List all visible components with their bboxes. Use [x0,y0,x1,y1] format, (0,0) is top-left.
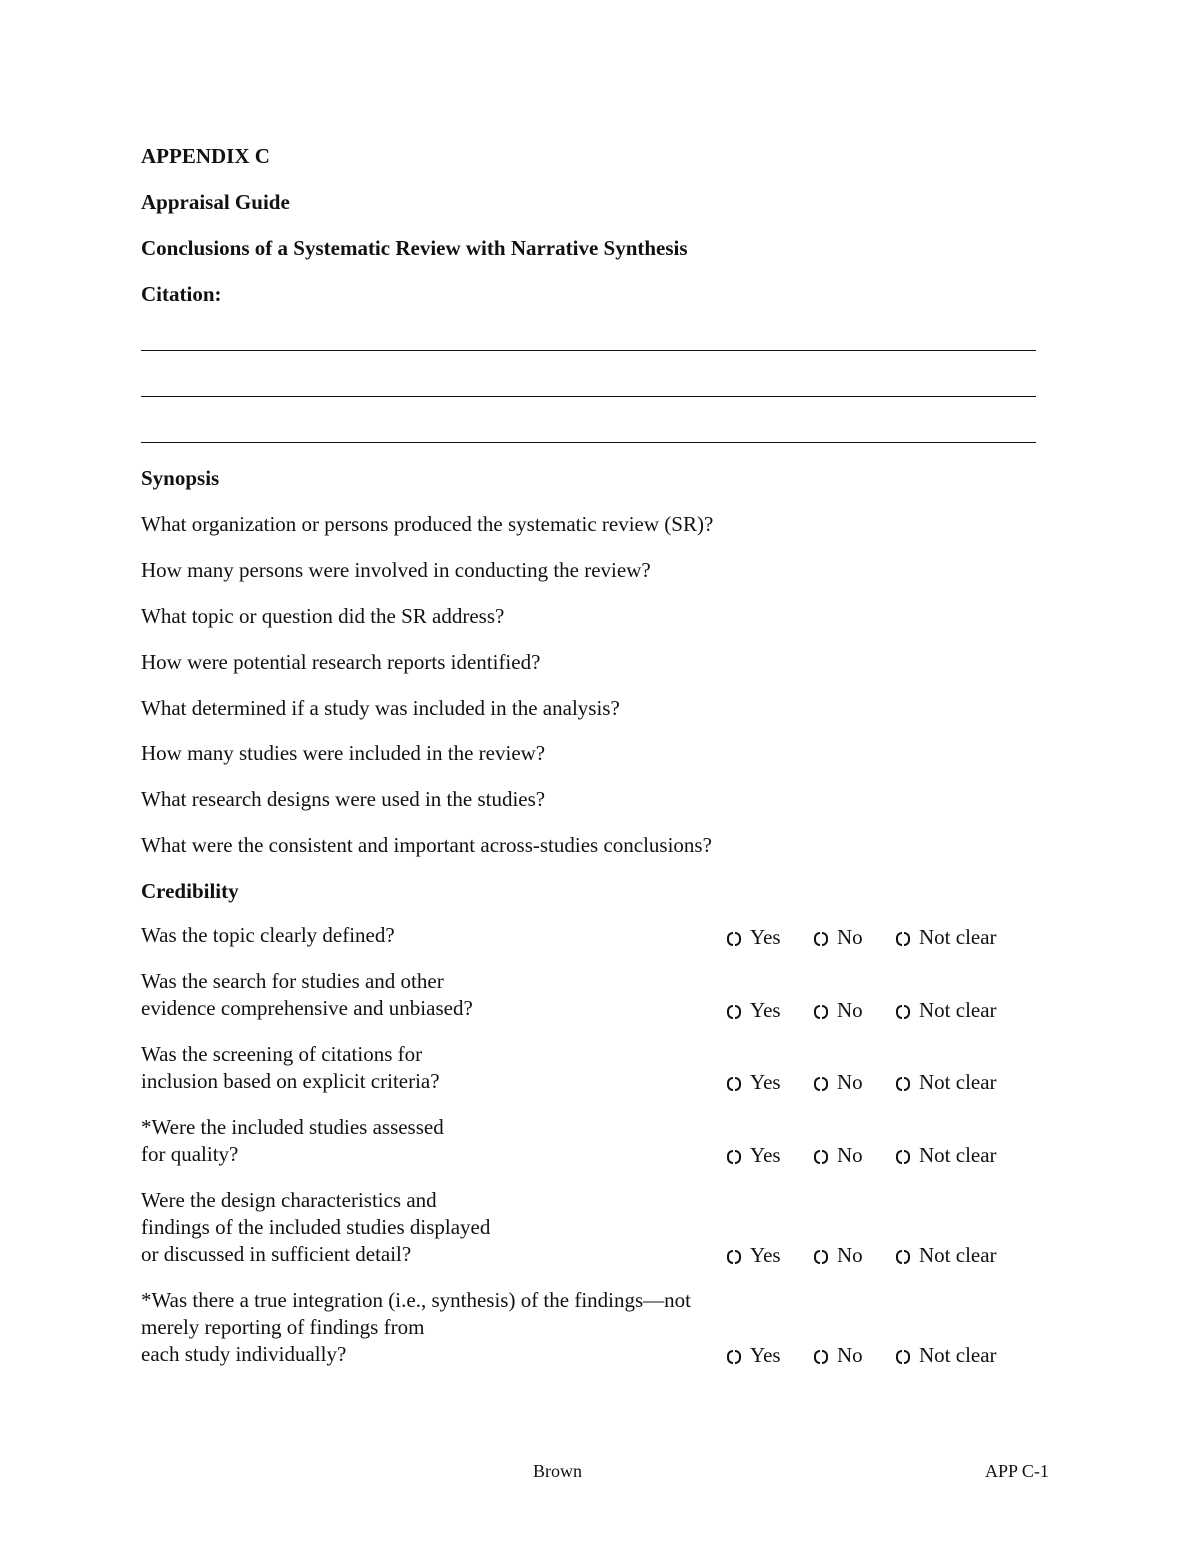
option-yes[interactable] [727,998,781,1023]
option-no[interactable] [814,1243,863,1268]
option-not-clear[interactable] [896,998,997,1023]
radio-icon[interactable] [727,1247,741,1265]
credibility-question [141,1041,440,1095]
citation-line-2[interactable] [141,396,1036,397]
option-not-clear[interactable] [896,925,997,950]
option-yes[interactable] [727,1343,781,1368]
question-line: or discussed in sufficient detail? [141,1242,412,1266]
option-label: Not clear [919,998,997,1022]
option-label: Yes [750,1243,781,1267]
question-line: *Were the included studies assessed [141,1115,444,1139]
radio-icon[interactable] [727,1074,741,1092]
option-no[interactable] [814,1343,863,1368]
credibility-question [141,968,473,1022]
option-not-clear[interactable] [896,1070,997,1095]
radio-icon[interactable] [727,1002,741,1020]
option-label: Not clear [919,1343,997,1367]
question-line: Was the screening of citations for [141,1042,423,1066]
credibility-question [141,1187,490,1268]
guide-title: Appraisal Guide [141,190,290,214]
radio-icon[interactable] [727,1347,741,1365]
option-label: Not clear [919,1143,997,1167]
question-line: Were the design characteristics and [141,1188,437,1212]
appendix-label: APPENDIX C [141,144,270,168]
option-label: No [837,925,863,949]
radio-icon[interactable] [727,929,741,947]
radio-icon[interactable] [814,1002,828,1020]
option-label: Yes [750,1143,781,1167]
option-label: No [837,1143,863,1167]
option-label: Not clear [919,1070,997,1094]
synopsis-question: What research designs were used in the studies? [141,787,546,811]
option-label: Yes [750,925,781,949]
option-no[interactable] [814,1070,863,1095]
option-label: No [837,1343,863,1367]
question-line: each study individually? [141,1342,347,1366]
question-line: *Was there a true integration (i.e., synthesis) of the findings—not [141,1288,692,1312]
radio-icon[interactable] [814,1074,828,1092]
option-label: Yes [750,998,781,1022]
synopsis-question: How many studies were included in the review? [141,741,546,765]
option-label: Not clear [919,1243,997,1267]
option-no[interactable] [814,925,863,950]
radio-icon[interactable] [896,929,910,947]
synopsis-question: What topic or question did the SR address? [141,604,505,628]
credibility-question [141,1114,444,1168]
radio-icon[interactable] [814,929,828,947]
question-line: evidence comprehensive and unbiased? [141,996,473,1020]
citation-line-1[interactable] [141,350,1036,351]
footer-author: Brown [533,1461,582,1481]
question-line: Was the topic clearly defined? [141,923,395,947]
option-not-clear[interactable] [896,1143,997,1168]
radio-icon[interactable] [896,1247,910,1265]
synopsis-question: How were potential research reports identified? [141,650,541,674]
option-not-clear[interactable] [896,1243,997,1268]
credibility-heading: Credibility [141,879,239,903]
radio-icon[interactable] [814,1147,828,1165]
page-subtitle: Conclusions of a Systematic Review with Narrative Synthesis [141,236,688,260]
citation-line-3[interactable] [141,442,1036,443]
radio-icon[interactable] [896,1074,910,1092]
option-not-clear[interactable] [896,1343,997,1368]
radio-icon[interactable] [896,1002,910,1020]
radio-icon[interactable] [727,1147,741,1165]
synopsis-question: What were the consistent and important across-studies conclusions? [141,833,712,857]
radio-icon[interactable] [814,1247,828,1265]
radio-icon[interactable] [896,1347,910,1365]
question-line: for quality? [141,1142,239,1166]
synopsis-question: What organization or persons produced the systematic review (SR)? [141,512,714,536]
synopsis-heading: Synopsis [141,466,220,490]
footer-page-number: APP C-1 [985,1461,1049,1481]
citation-label: Citation: [141,282,222,306]
radio-icon[interactable] [896,1147,910,1165]
option-label: Yes [750,1070,781,1094]
synopsis-question: What determined if a study was included in the analysis? [141,696,620,720]
question-line: findings of the included studies displayed [141,1215,491,1239]
option-label: No [837,998,863,1022]
option-yes[interactable] [727,1070,781,1095]
option-label: No [837,1243,863,1267]
option-yes[interactable] [727,1243,781,1268]
option-label: Yes [750,1343,781,1367]
option-label: Not clear [919,925,997,949]
option-no[interactable] [814,998,863,1023]
option-yes[interactable] [727,925,781,950]
option-label: No [837,1070,863,1094]
question-line: merely reporting of findings from [141,1315,425,1339]
option-yes[interactable] [727,1143,781,1168]
radio-icon[interactable] [814,1347,828,1365]
credibility-question [141,922,395,949]
option-no[interactable] [814,1143,863,1168]
question-line: Was the search for studies and other [141,969,444,993]
question-line: inclusion based on explicit criteria? [141,1069,440,1093]
credibility-question [141,1287,691,1368]
synopsis-question: How many persons were involved in conducting the review? [141,558,651,582]
